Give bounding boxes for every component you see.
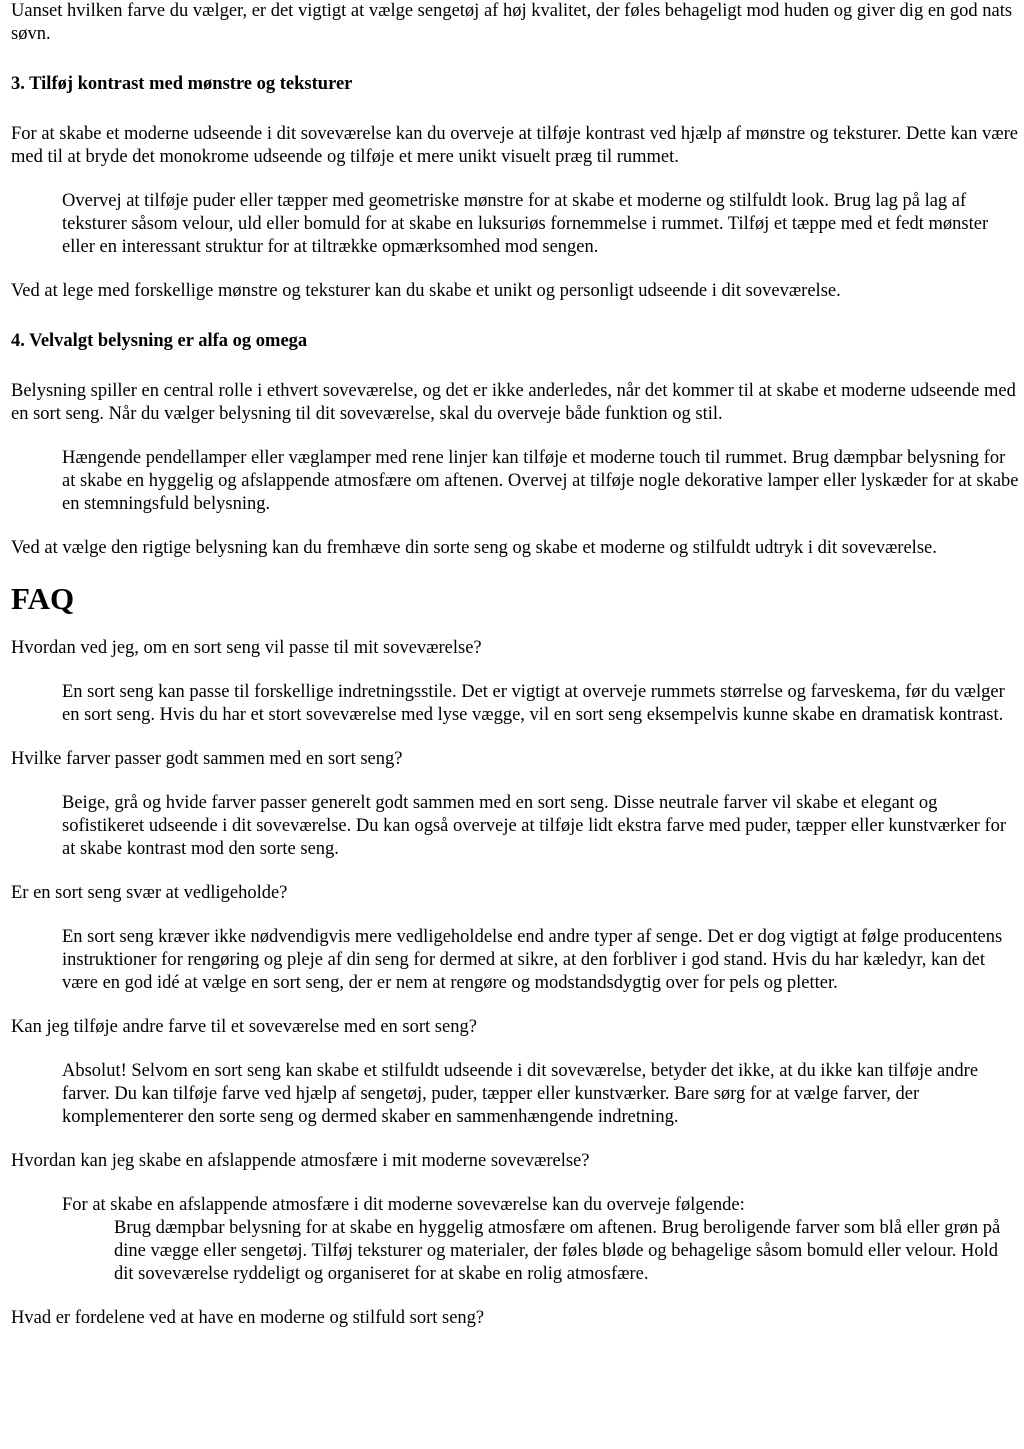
section4-blockquote: Hængende pendellamper eller væglamper med rene linjer kan tilføje et moderne touch til rummet. Brug dæmpbar belysning for at skabe en hyggelig og afslappende atmosfære om aftenen. Overvej at tilføje nogle dekorative lamper eller lyskæder for at skabe en stemningsfuld belysning.: [62, 448, 1019, 514]
faq-answer: En sort seng kan passe til forskellige indretningsstile. Det er vigtigt at overveje rummets størrelse og farveskema, før du vælger en sort seng. Hvis du har et stort soveværelse med lyse vægge, vil en sort seng eksempelvis kunne skabe en dramatisk kontrast.: [62, 682, 1005, 725]
faq-heading: FAQ: [11, 581, 75, 616]
faq-question: Hvilke farver passer godt sammen med en sort seng?: [11, 749, 403, 769]
section4-heading: 4. Velvalgt belysning er alfa og omega: [11, 331, 308, 351]
faq-question: Hvordan kan jeg skabe en afslappende atmosfære i mit moderne soveværelse?: [11, 1151, 590, 1171]
section3-paragraph-2: Ved at lege med forskellige mønstre og teksturer kan du skabe et unikt og personligt udseende i dit soveværelse.: [11, 281, 841, 301]
faq-question: Hvad er fordelene ved at have en moderne og stilfuld sort seng?: [11, 1308, 485, 1328]
faq-answer: Beige, grå og hvide farver passer generelt godt sammen med en sort seng. Disse neutrale farver vil skabe et elegant og sofistikeret udseende i dit soveværelse. Du kan også overveje at tilføje lidt ekstra farve med puder, tæpper eller kunstværker for at skabe kontrast mod den sorte seng.: [62, 793, 1007, 859]
intro-paragraph: Uanset hvilken farve du vælger, er det vigtigt at vælge sengetøj af høj kvalitet, der føles behageligt mod huden og giver dig en god nats søvn.: [11, 1, 1013, 44]
section3-blockquote: Overvej at tilføje puder eller tæpper med geometriske mønstre for at skabe et moderne og stilfuldt look. Brug lag på lag af teksturer såsom velour, uld eller bomuld for at skabe en luksuriøs fornemmelse i rummet. Tilføj et tæppe med et fedt mønster eller en interessant struktur for at tiltrække opmærksomhed mod sengen.: [62, 191, 989, 257]
section3-paragraph-1: For at skabe et moderne udseende i dit soveværelse kan du overveje at tilføje kontrast ved hjælp af mønstre og teksturer. Dette kan være med til at bryde det monokrome udseende og tilføje et mere unikt visuelt præg til rummet.: [11, 124, 1018, 167]
faq-answer-sublist: Brug dæmpbar belysning for at skabe en hyggelig atmosfære om aftenen. Brug beroligende farver som blå eller grøn på dine vægge eller sengetøj. Tilføj teksturer og materialer, der føles bløde og behagelige såsom bomuld eller velour. Hold dit soveværelse ryddeligt og organiseret for at skabe en rolig atmosfære.: [114, 1218, 1001, 1284]
faq-answer: En sort seng kræver ikke nødvendigvis mere vedligeholdelse end andre typer af senge. Det er dog vigtigt at følge producentens instruktioner for rengøring og pleje af din seng for dermed at sikre, at den forbliver i god stand. Hvis du har kæledyr, kan det være en god idé at vælge en sort seng, der er nem at rengøre og modstandsdygtig over for pels og pletter.: [62, 927, 1003, 993]
faq-question: Kan jeg tilføje andre farve til et soveværelse med en sort seng?: [11, 1017, 477, 1037]
faq-question: Hvordan ved jeg, om en sort seng vil passe til mit soveværelse?: [11, 638, 482, 658]
faq-answer: For at skabe en afslappende atmosfære i dit moderne soveværelse kan du overveje følgende:: [62, 1195, 745, 1215]
faq-question: Er en sort seng svær at vedligeholde?: [11, 883, 288, 903]
section4-paragraph-2: Ved at vælge den rigtige belysning kan du fremhæve din sorte seng og skabe et moderne og stilfuldt udtryk i dit soveværelse.: [11, 538, 937, 558]
section4-paragraph-1: Belysning spiller en central rolle i ethvert soveværelse, og det er ikke anderledes, når det kommer til at skabe et moderne udseende med en sort seng. Når du vælger belysning til dit soveværelse, skal du overveje både funktion og stil.: [11, 381, 1016, 424]
faq-answer: Absolut! Selvom en sort seng kan skabe et stilfuldt udseende i dit soveværelse, betyder det ikke, at du ikke kan tilføje andre farver. Du kan tilføje farve ved hjælp af sengetøj, puder, tæpper eller kunstværker. Bare sørg for at vælge farver, der komplementerer den sorte seng og dermed skaber en sammenhængende indretning.: [62, 1061, 979, 1127]
section3-heading: 3. Tilføj kontrast med mønstre og teksturer: [11, 74, 353, 94]
